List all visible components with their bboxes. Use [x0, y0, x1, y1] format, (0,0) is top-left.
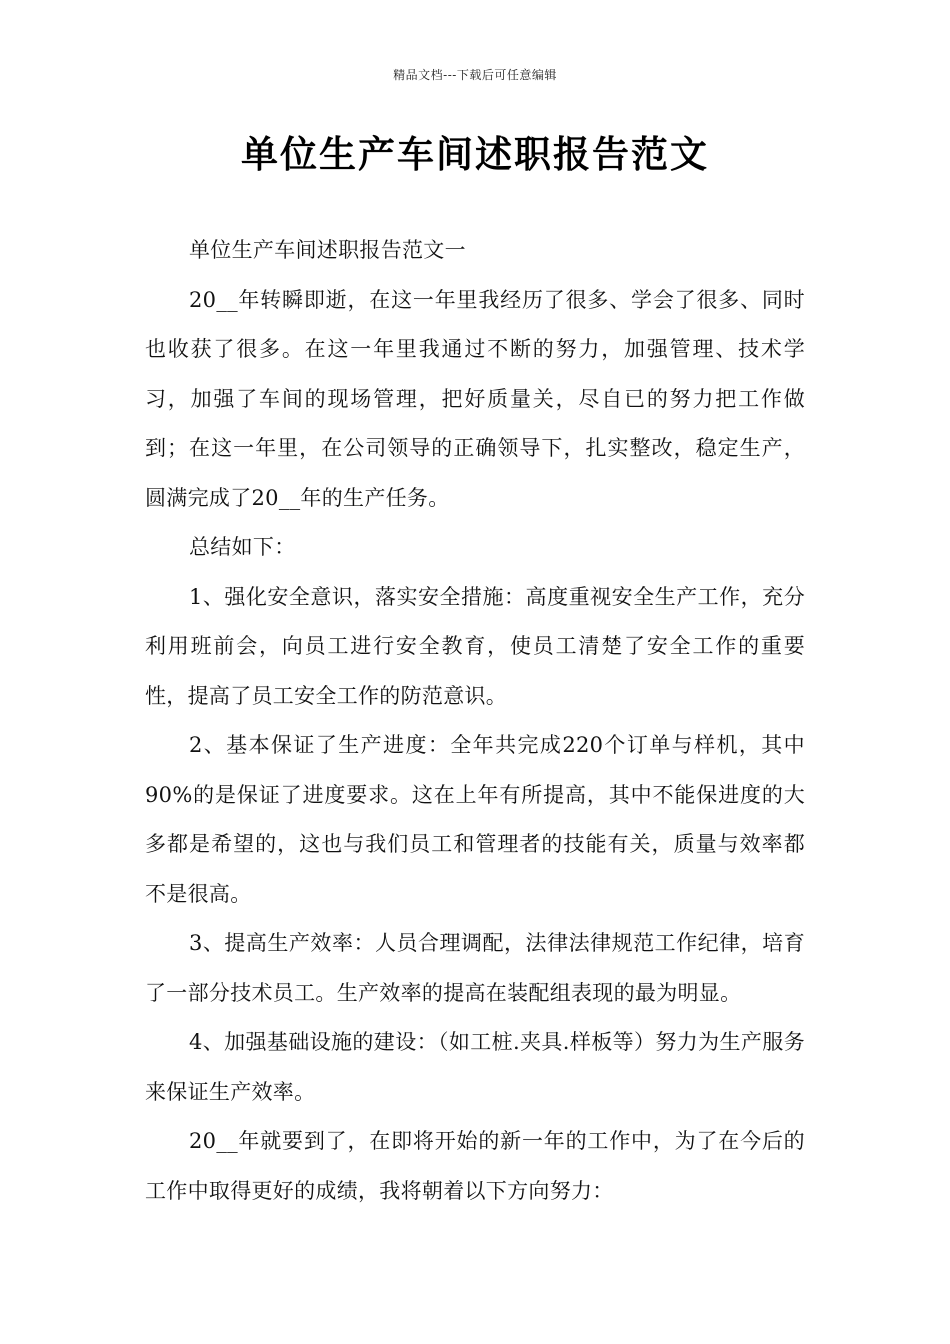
paragraph-summary-label: 总结如下： [189, 535, 296, 559]
document-body [145, 226, 805, 1216]
paragraph-item-4: 4、加强基础设施的建设：（如工桩.夹具.样板等）努力为生产服务来保证生产效率。 [145, 1030, 805, 1104]
paragraph-item-2: 2、基本保证了生产进度：全年共完成220个订单与样机，其中90%的是保证了进度要求。这在上年有所提高，其中不能保进度的大多都是希望的，这也与我们员工和管理者的技能有关，质量与效率都不是很高。 [145, 733, 805, 906]
section-heading: 单位生产车间述职报告范文一 [189, 238, 466, 262]
paragraph-outlook: 20__年就要到了，在即将开始的新一年的工作中，为了在今后的工作中取得更好的成绩，我将朝着以下方向努力： [145, 1129, 805, 1203]
paragraph-intro: 20__年转瞬即逝，在这一年里我经历了很多、学会了很多、同时也收获了很多。在这一年里我通过不断的努力，加强管理、技术学习，加强了车间的现场管理，把好质量关，尽自已的努力把工作做到；在这一年里，在公司领导的正确领导下，扎实整改，稳定生产，圆满完成了20__年的生产任务。 [145, 287, 805, 510]
paragraph-item-3: 3、提高生产效率：人员合理调配，法律法律规范工作纪律，培育了一部分技术员工。生产效率的提高在装配组表现的最为明显。 [145, 931, 805, 1005]
header-note: 精品文档---下载后可任意编辑 [393, 68, 557, 82]
document-title: 单位生产车间述职报告范文 [241, 132, 709, 176]
paragraph-item-1: 1、强化安全意识，落实安全措施：高度重视安全生产工作，充分利用班前会，向员工进行安全教育，使员工清楚了安全工作的重要性，提高了员工安全工作的防范意识。 [145, 584, 805, 708]
